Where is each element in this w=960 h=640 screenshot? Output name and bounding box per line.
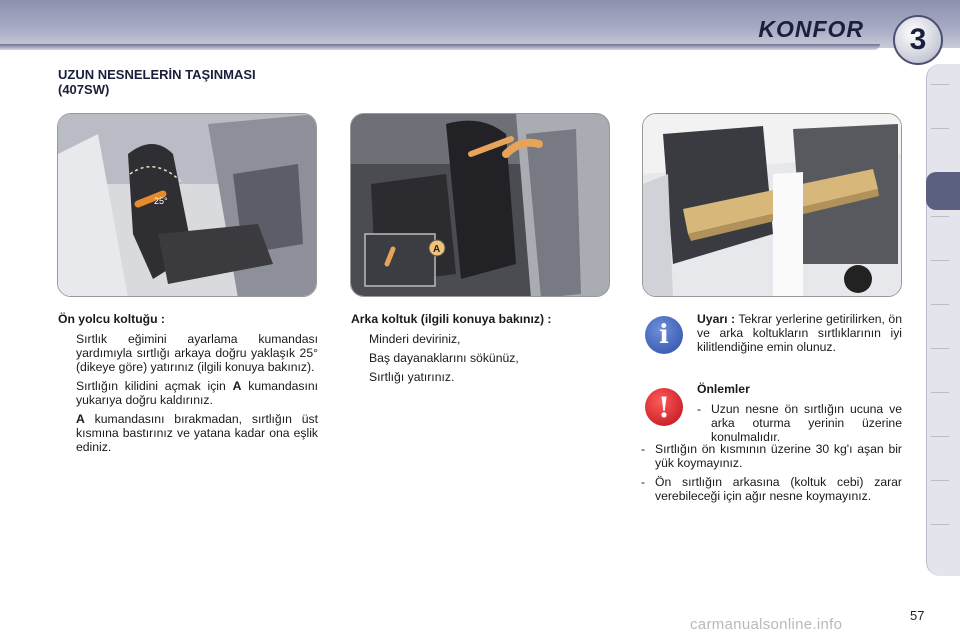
- tab-divider: [931, 392, 949, 393]
- list-item-text: Sırtlığın kilidini açmak için: [76, 379, 226, 393]
- front-seat-heading: Ön yolcu koltuğu :: [58, 312, 165, 326]
- tab-divider: [931, 524, 949, 525]
- list-item: [697, 402, 902, 444]
- angle-label: 25°: [154, 196, 168, 206]
- list-item: [351, 332, 611, 346]
- list-item: [351, 351, 611, 365]
- tab-divider: [931, 304, 949, 305]
- chapter-tab-active[interactable]: [926, 172, 960, 210]
- rear-seat-heading: Arka koltuk (ilgili konuya bakınız) :: [351, 312, 552, 326]
- info-icon: i: [645, 316, 683, 354]
- precautions-box: [697, 382, 902, 449]
- precautions-heading: Önlemler: [697, 382, 750, 396]
- tab-divider: [931, 84, 949, 85]
- tab-divider: [931, 348, 949, 349]
- list-item: [351, 370, 611, 384]
- list-item: [58, 379, 318, 407]
- header-shadow: [0, 44, 880, 50]
- tab-divider: [931, 260, 949, 261]
- list-item-text: Uzun nesne ön sırtlığın ucuna ve arka oturma yerinin üzerine konulmalıdır.: [711, 402, 902, 444]
- dash-mark: -: [641, 475, 646, 489]
- list-item-text: Sırtlık eğimini ayarlama kumandası yardımıyla sırtlığı arkaya doğru yaklaşık 25° (dikeye göre) yatırınız (ilgili konuya bakınız).: [76, 332, 318, 374]
- photo-rear-seat: [350, 113, 610, 297]
- tab-divider: [931, 128, 949, 129]
- marker-a: A: [232, 379, 242, 393]
- list-item-text: Ön sırtlığın arkasına (koltuk cebi) zarar verebileceği için ağır nesne koymayınız.: [655, 475, 902, 503]
- chapter-title: KONFOR: [758, 16, 864, 42]
- warning-box: [697, 312, 902, 354]
- list-item-text: kumandasını bırakmadan, sırtlığın üst kısmına bastırınız ve yatana kadar ona eşlik ediniz.: [76, 412, 318, 454]
- chapter-number-badge: 3: [893, 15, 943, 65]
- tab-divider: [931, 216, 949, 217]
- list-item: [641, 442, 902, 470]
- list-item-text: Baş dayanaklarını sökünüz,: [369, 351, 519, 365]
- section-title: UZUN NESNELERİN TAŞINMASI (407SW): [58, 67, 256, 97]
- marker-a: A: [76, 412, 85, 426]
- list-item-text: kumandasını yukarıya doğru kaldırınız.: [76, 379, 319, 407]
- list-item: [58, 412, 318, 454]
- list-item: [58, 332, 318, 374]
- alert-icon: !: [645, 388, 683, 426]
- watermark: carmanualsonline.info: [690, 616, 843, 633]
- list-item-text: Sırtlığın ön kısmının üzerine 30 kg'ı aşan bir yük koymayınız.: [655, 442, 902, 470]
- photo-front-seat: [57, 113, 317, 297]
- rear-seat-column: [351, 312, 611, 389]
- precautions-list: [641, 442, 902, 508]
- chapter-tab-strip: [926, 64, 960, 576]
- page-number: 57: [910, 608, 925, 623]
- warning-label: Uyarı :: [697, 312, 736, 326]
- tab-divider: [931, 436, 949, 437]
- warning-text: Tekrar yerlerine getirilirken, ön ve arka koltukların sırtlıklarının iyi kilitlendiğine emin olunuz.: [697, 312, 902, 354]
- list-item: [641, 475, 902, 503]
- tab-divider: [931, 480, 949, 481]
- list-item-text: Minderi deviriniz,: [369, 332, 461, 346]
- front-seat-column: [58, 312, 318, 459]
- marker-a-label: A: [433, 244, 441, 255]
- photo-long-object: [642, 113, 902, 297]
- dash-mark: -: [697, 402, 702, 416]
- list-item-text: Sırtlığı yatırınız.: [369, 370, 455, 384]
- dash-mark: -: [641, 442, 646, 456]
